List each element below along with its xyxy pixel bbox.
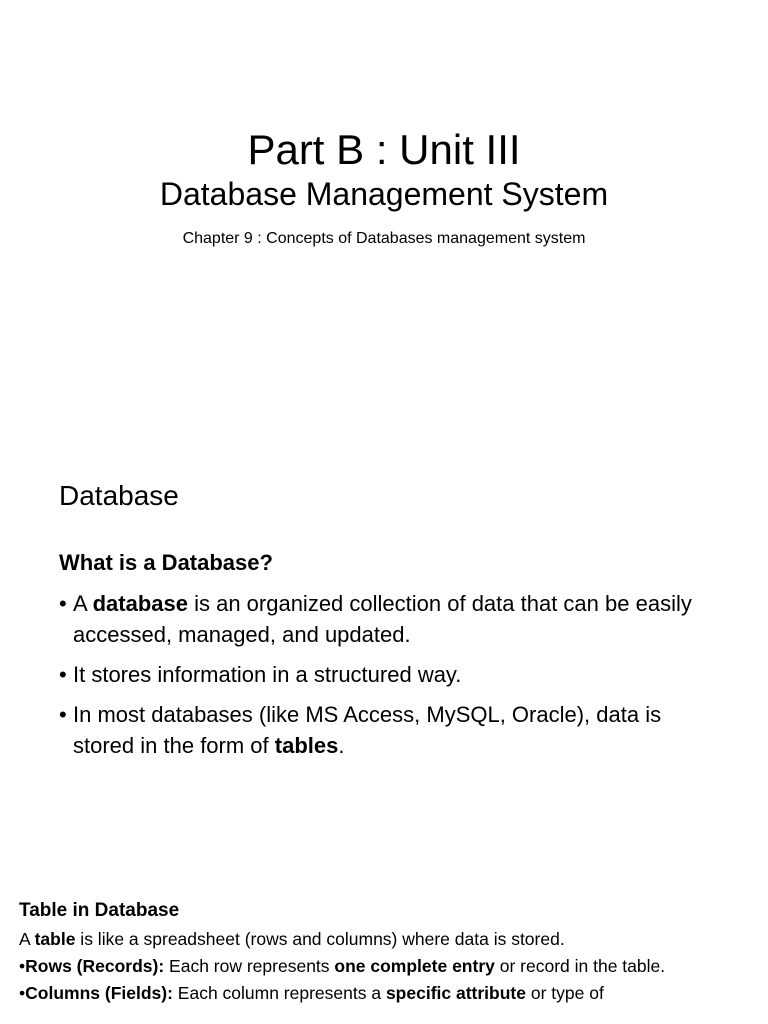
slide-heading: Table in Database [19,900,180,921]
bullet-text-pre: A [73,591,93,616]
slide-heading: Database [59,480,179,511]
text-pre: A [19,929,35,949]
bullet-item [59,659,719,690]
title-slide [0,0,768,430]
database-slide [0,460,768,860]
body-line [19,980,719,1007]
text-bold: table [34,929,76,949]
text-pre: Each column represents a [172,983,386,1003]
bullet-item [59,699,719,761]
bullet-text-pre: In most databases (like MS Access, MySQL, Oracle), data is stored in the form of [73,702,662,758]
bullet-text-post: . [338,733,345,758]
slide-subtitle: Database Management System [159,176,609,212]
bullet-icon: • [19,956,26,976]
text-bold: one complete entry [334,956,495,976]
bullet-icon: • [19,983,26,1003]
bullet-item [59,588,719,650]
text-post: or type of [526,983,604,1003]
text-pre: Each row represents [164,956,335,976]
bullet-text-post: is an organized collection of data that can be easily accessed, managed, and updated. [73,591,692,647]
bullet-icon: • [59,662,67,687]
bullet-icon: • [59,591,67,616]
bullet-list [59,588,719,770]
table-slide [0,896,768,1024]
bullet-text: It stores information in a structured way. [73,662,462,687]
text-post: or record in the table. [494,956,666,976]
text-bold: specific attribute [385,983,526,1003]
body-line [19,953,719,980]
text-label: Columns (Fields): [25,983,173,1003]
text-post: is like a spreadsheet (rows and columns) where data is stored. [75,929,565,949]
slide-body [19,926,719,1007]
chapter-caption: Chapter 9 : Concepts of Databases management system [182,230,586,247]
bullet-text-bold: database [92,591,188,616]
question-heading: What is a Database? [59,550,273,575]
body-line [19,926,719,953]
slide-title: Part B : Unit III [247,126,521,173]
bullet-text-bold: tables [274,733,339,758]
bullet-icon: • [59,702,67,727]
text-label: Rows (Records): [25,956,165,976]
